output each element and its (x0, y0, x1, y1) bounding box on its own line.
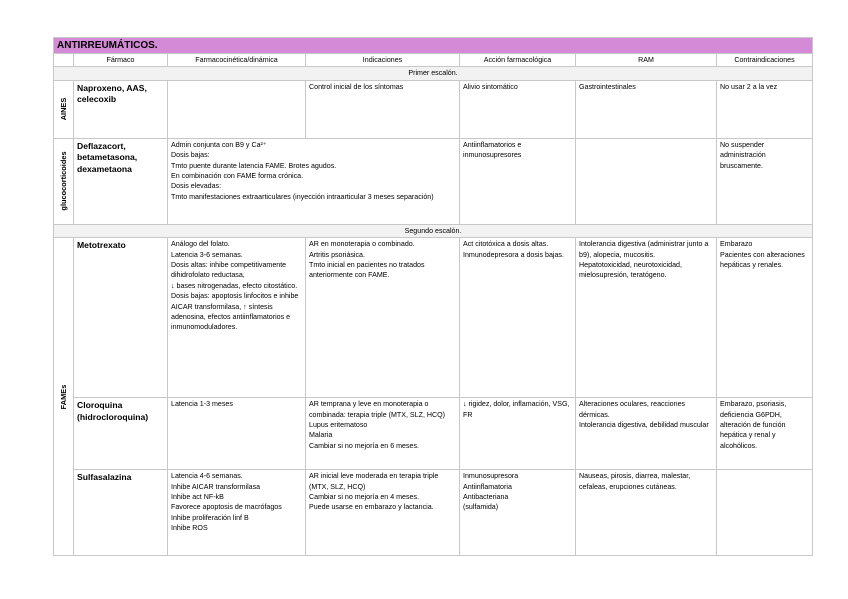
cell-line: Admin conjunta con B9 y Ca²⁺ (171, 140, 267, 149)
drug-name: Naproxeno, AAS, celecoxib (74, 80, 168, 138)
cell-line: Gastrointestinales (579, 82, 636, 91)
table-row (54, 238, 813, 398)
pk-cell (168, 138, 460, 224)
ram-cell (576, 470, 717, 556)
cell-line: Dosis bajas: apoptosis linfocitos e inhibe AICAR transformilasa, ↑ síntesis adenosina, efectos antiinflamatorios e inmunomoduladores. (171, 292, 299, 332)
group-label: AINES (58, 98, 68, 121)
cell-line: AR inicial leve moderada en terapia triple (MTX, SLZ, HCQ) (309, 472, 439, 491)
cell-line: Inmunosupresora (463, 472, 519, 481)
cell-line: Inhibe AICAR transformilasa (171, 482, 261, 491)
contra-cell (717, 470, 813, 556)
cell-line: Cambiar si no mejoría en 4 meses. (309, 493, 419, 502)
table-row (54, 80, 813, 138)
drug-name: Sulfasalazina (74, 470, 168, 556)
header-ram: RAM (576, 54, 717, 67)
acc-cell (460, 470, 576, 556)
cell-line: Artritis psoriásica. (309, 250, 365, 259)
table-row (54, 138, 813, 224)
ram-cell (576, 238, 717, 398)
ind-cell (306, 398, 460, 470)
header-farmacocinetica: Farmacocinética/dinámica (168, 54, 306, 67)
cell-line: ↓ bases nitrogenadas, efecto citostático. (171, 281, 298, 290)
cell-line: Latencia 1-3 meses (171, 400, 233, 409)
ind-cell (306, 470, 460, 556)
cell-line: Intolerancia digestiva (administrar junto a b9), alopecia, mucositis. (579, 240, 709, 259)
ram-cell (576, 138, 717, 224)
cell-line: Tmto puente durante latencia FAME. Brotes agudos. (171, 161, 337, 170)
group-glucocorticoides (54, 138, 74, 224)
drug-name: Metotrexato (74, 238, 168, 398)
cell-line: Latencia 4-6 semanas. (171, 472, 243, 481)
contra-cell (717, 238, 813, 398)
group-label: glucocorticoides (58, 151, 68, 211)
header-accion: Acción farmacológica (460, 54, 576, 67)
cell-line: Lupus eritematoso (309, 421, 368, 430)
cell-line: Antiinflamatorios e (463, 140, 522, 149)
header-contraindicaciones: Contraindicaciones (717, 54, 813, 67)
cell-line: Antiinflamatoria (463, 482, 512, 491)
cell-line: En combinación con FAME forma crónica. (171, 172, 304, 181)
group-fames (54, 238, 74, 556)
cell-line: No usar 2 a la vez (720, 82, 778, 91)
ram-cell (576, 398, 717, 470)
cell-line: Inhibe act NF-kB (171, 493, 224, 502)
header-empty (54, 54, 74, 67)
cell-line: inmunosupresores (463, 151, 522, 160)
cell-line: Dosis altas: inhibe competitivamente dihidrofolato reductasa, (171, 261, 287, 280)
cell-line: Intolerancia digestiva, debilidad muscular (579, 421, 709, 430)
cell-line: Favorece apoptosis de macrófagos (171, 503, 282, 512)
cell-line: Inhibe ROS (171, 524, 208, 533)
cell-line: administración (720, 151, 766, 160)
antirheumatic-table (53, 37, 813, 556)
table-row (54, 470, 813, 556)
acc-cell (460, 398, 576, 470)
cell-line: Act citotóxica a dosis altas. (463, 240, 549, 249)
acc-cell (460, 138, 576, 224)
cell-line: Análogo del folato. (171, 240, 230, 249)
header-indicaciones: Indicaciones (306, 54, 460, 67)
cell-line: Dosis elevadas: (171, 182, 222, 191)
cell-line: AR temprana y leve en monoterapia o combinada: terapia triple (MTX, SLZ, HCQ) (309, 400, 446, 419)
pk-cell (168, 398, 306, 470)
group-label: FAMEs (58, 384, 68, 410)
cell-line: AR en monoterapia o combinado. (309, 240, 415, 249)
cell-line: No suspender (720, 140, 765, 149)
cell-line: Nauseas, pirosis, diarrea, malestar, cefaleas, erupciones cutáneas. (579, 472, 691, 491)
cell-line: Latencia 3-6 semanas. (171, 250, 243, 259)
cell-line: Inhibe proliferación linf B (171, 513, 249, 522)
cell-line: Dosis bajas: (171, 151, 210, 160)
contra-cell (717, 138, 813, 224)
cell-line: ↓ rigidez, dolor, inflamación, VSG, FR (463, 400, 570, 419)
ind-cell (306, 80, 460, 138)
table-row (54, 398, 813, 470)
contra-cell (717, 398, 813, 470)
cell-line: bruscamente. (720, 161, 763, 170)
contra-cell (717, 80, 813, 138)
cell-line: (sulfamida) (463, 503, 499, 512)
cell-line: Pacientes con alteraciones hepáticas y renales. (720, 250, 805, 270)
cell-line: Cambiar si no mejoría en 6 meses. (309, 441, 419, 450)
header-farmaco: Fármaco (74, 54, 168, 67)
cell-line: Control inicial de los síntomas (309, 82, 404, 91)
ind-cell (306, 238, 460, 398)
section-first-step: Primer escalón. (54, 67, 813, 80)
group-aines (54, 80, 74, 138)
cell-line: Puede usarse en embarazo y lactancia. (309, 503, 434, 512)
document-sheet (53, 37, 812, 556)
cell-line: Alivio sintomático (463, 82, 518, 91)
acc-cell (460, 80, 576, 138)
cell-line: Embarazo, psoriasis, deficiencia G6PDH, alteración de función hepática y renal y alcohólicos. (720, 400, 787, 450)
acc-cell (460, 238, 576, 398)
cell-line: Embarazo (720, 240, 753, 249)
drug-name: Cloroquina (hidrocloroquina) (74, 398, 168, 470)
pk-cell (168, 470, 306, 556)
cell-line: Tmto manifestaciones extraarticulares (inyección intraarticular 3 meses separación) (171, 192, 434, 201)
pk-cell (168, 238, 306, 398)
cell-line: Alteraciones oculares, reacciones dérmicas. (579, 400, 686, 419)
cell-line: Hepatotoxicidad, neurotoxicidad, mielosupresión, teratógeno. (579, 261, 682, 280)
table-title: ANTIRREUMÁTICOS. (54, 38, 813, 54)
cell-line: Antibacteriana (463, 493, 509, 502)
cell-line: Tmto inicial en pacientes no tratados anteriormente con FAME. (309, 261, 425, 280)
pk-cell (168, 80, 306, 138)
ram-cell (576, 80, 717, 138)
drug-name: Deflazacort, betametasona, dexametaona (74, 138, 168, 224)
cell-line: Inmunodepresora a dosis bajas. (463, 250, 564, 259)
cell-line: Malaria (309, 431, 333, 440)
header-row (54, 54, 813, 67)
section-second-step: Segundo escalón. (54, 224, 813, 237)
